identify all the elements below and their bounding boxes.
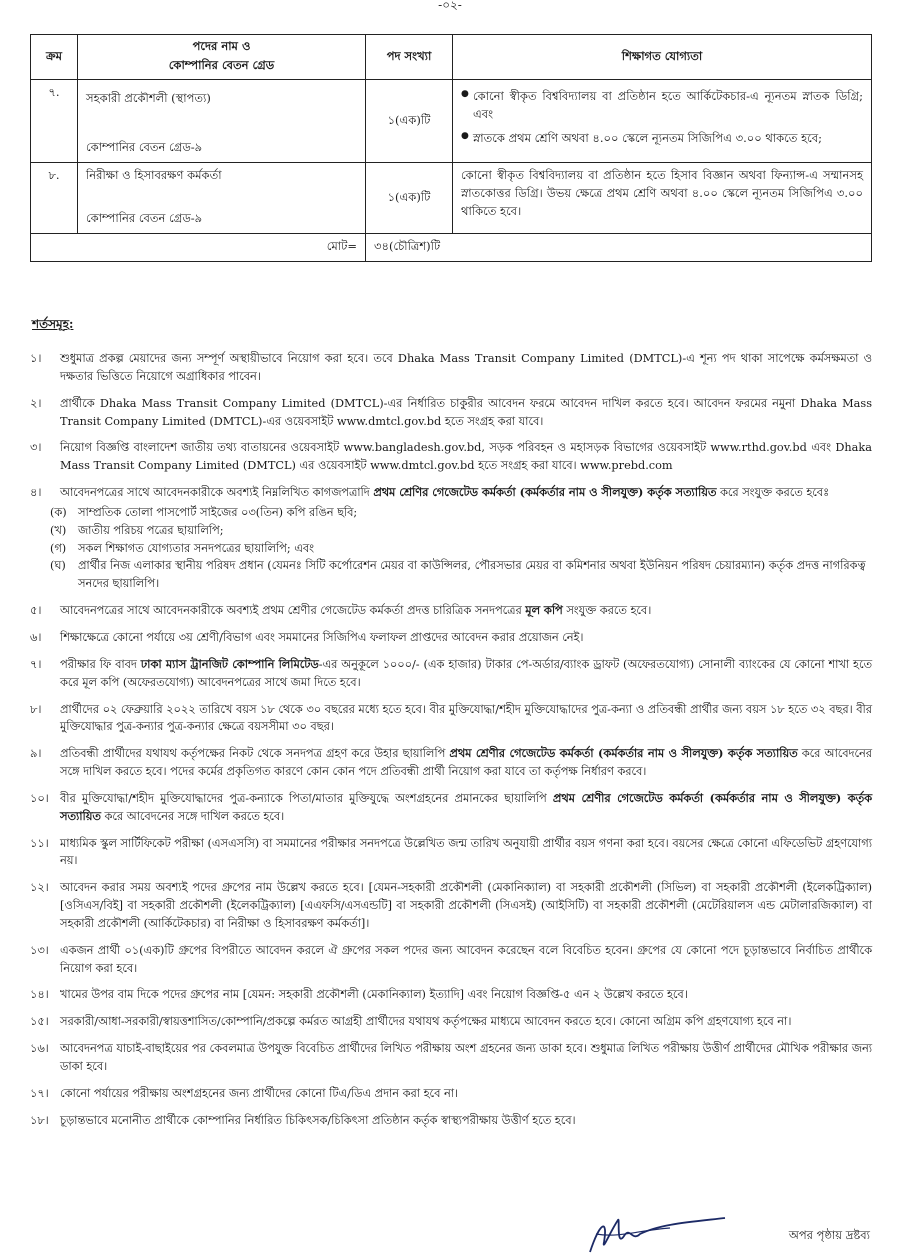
sub-label: (ক) [50, 505, 67, 519]
term-number: ১২। [30, 881, 49, 895]
sub-item [30, 540, 872, 558]
header-post-count: পদ সংখ্যা [366, 35, 453, 80]
row-serial: ৭. [31, 80, 78, 163]
term-text-part: পরীক্ষার ফি বাবদ [60, 657, 141, 671]
term-text: খামের উপর বাম দিকে পদের গ্রুপের নাম [যেমন: সহকারী প্রকৌশলী (মেকানিক্যাল) ইত্যাদি] এবং নিয়োগ বিজ্ঞপ্তি-৫ এন ২ উল্লেখ করতে হবে। [60, 988, 688, 1002]
term-text [60, 745, 872, 781]
term-text: নিয়োগ বিজ্ঞপ্তি বাংলাদেশ জাতীয় তথ্য বাতায়নের ওয়েবসাইট www.bangladesh.gov.bd, সড়ক পরিবহন ও মহাসড়ক বিভাগের ওয়েবসাইট www.rthd.gov.bd এবং Dhaka Mass Transit Company Limited (DMTCL) এর ওয়েবসাইট www.dmtcl.gov.bd হতে সংগ্রহ করা যাবে। www.prebd.com [60, 441, 872, 473]
posts-table [30, 34, 872, 262]
header-qualification: শিক্ষাগত যোগ্যতা [453, 35, 872, 80]
term-item [30, 1112, 872, 1130]
header-post-name [78, 35, 366, 80]
term-number: ১। [30, 352, 42, 365]
term-number: ১০। [30, 791, 49, 805]
term-item [30, 745, 872, 781]
term-text-part: করে আবেদনের সঙ্গে দাখিল করতে হবে। [100, 809, 285, 823]
row-post-count: ১(এক)টি [366, 80, 453, 163]
total-label: মোট= [31, 234, 366, 262]
term-number: ১১। [30, 836, 49, 850]
table-row [31, 163, 872, 234]
sub-text: সকল শিক্ষাগত যোগ্যতার সনদপত্রের ছায়ালিপি; এবং [78, 541, 314, 555]
term-text: আবেদন করার সময় অবশ্যই পদের গ্রুপের নাম উল্লেখ করতে হবে। [যেমন-সহকারী প্রকৌশলী (মেকানিক্যাল) বা সহকারী প্রকৌশলী (সিভিল) বা সহকারী প্রকৌশলী (ইলেকট্রিক্যাল) [ওসিএস/বিই] বা সহকারী প্রকৌশলী (ইলেকট্রিক্যাল) [এএফসি/এসএন্ডটি] বা সহকারী প্রকৌশলী (সিএসই) (আইসিটি) বা সহকারী প্রকৌশলী (মেটেরিয়ালস এন্ড মেটালারজিক্যাল) বা সহকারী প্রকৌশলী (আর্কিটেকচার) বা নিরীক্ষা ও হিসাবরক্ষণ কর্মকর্তা]। [60, 881, 872, 930]
term-item [30, 656, 872, 692]
term-text-part: করে আবেদনের সঙ্গে দাখিল করতে হবে। পদের কর্মের প্রকৃতিগত কারণে কোন কোন পদে প্রতিবন্ধী প্রার্থী নিয়োগ করা যাবে তা কর্তৃপক্ষ নির্ধারণ করবে। [60, 747, 872, 779]
term-item [30, 395, 872, 431]
term-item [30, 629, 872, 647]
term-text: প্রার্থীদের ০২ ফেব্রুয়ারি ২০২২ তারিখে বয়স ১৮ থেকে ৩০ বছরের মধ্যে হতে হবে। বীর মুক্তিযোদ্ধা/শহীদ মুক্তিযোদ্ধাদের পুত্র-কন্যা ও প্রতিবন্ধী প্রার্থীর জন্য বয়স ১৮ হতে ৩২ বছর। বীর মুক্তিযোদ্ধার পুত্র-কন্যার পুত্র-কন্যার ক্ষেত্রে বয়সসীমা ৩০ বছর। [60, 702, 872, 734]
term-number: ৬। [30, 630, 42, 644]
sub-text: প্রার্থীর নিজ এলাকার স্থানীয় পরিষদ প্রধান (যেমনঃ সিটি কর্পোরেশন মেয়র বা কাউন্সিলর, পৌরসভার মেয়র বা কমিশনার অথবা ইউনিয়ন পরিষদ চেয়ারম্যান) কর্তৃক প্রদত্ত নাগরিকত্ব সনদের ছায়ালিপি। [78, 559, 866, 591]
page-number: -০২- [438, 0, 462, 12]
term-text [60, 602, 872, 620]
term-number: ৪। [30, 486, 42, 500]
footer-note: অপর পৃষ্ঠায় দ্রষ্টব্য [788, 1228, 870, 1242]
term-text-part: -এর অনুকূলে ১০০০/- (এক হাজার) টাকার পে-অর্ডার/ব্যাংক ড্রাফট (অফেরতযোগ্য) সোনালী ব্যাংকের যে কোনো শাখা হতে করে মূল কপি (অফেরতযোগ্য) আবেদনপত্রের সাথে জমা দিতে হবে। [60, 657, 872, 689]
term-text: সরকারী/আধা-সরকারী/স্বায়ত্তশাসিত/কোম্পানি/প্রকল্পে কর্মরত আগ্রহী প্রার্থীদের যথাযথ কর্তৃপক্ষের মাধ্যমে আবেদন করতে হবে। কোনো অগ্রিম কপি গ্রহণযোগ্য হবে না। [60, 1015, 792, 1029]
term-number: ১৩। [30, 943, 49, 957]
qualification-item: ● স্নাতকে প্রথম শ্রেণি অথবা ৪.০০ স্কেলে ন্যূনতম সিজিপিএ ৩.০০ থাকতে হবে; [473, 130, 863, 148]
term-item [30, 350, 872, 386]
term-number: ৫। [30, 604, 42, 618]
row-qualification: কোনো স্বীকৃত বিশ্ববিদ্যালয় বা প্রতিষ্ঠান হতে হিসাব বিজ্ঞান অথবা ফিন্যান্স-এ সম্মানসহ স্নাতকোত্তর ডিগ্রি। উভয় ক্ষেত্রে প্রথম শ্রেণি অথবা ৪.০০ স্কেলে ন্যূনতম সিজিপিএ ৩.০০ থাকিতে হবে। [453, 163, 872, 234]
term-item [30, 986, 872, 1004]
post-name: নিরীক্ষা ও হিসাবরক্ষণ কর্মকর্তা [86, 168, 222, 182]
term-item [30, 439, 872, 475]
table-row [31, 80, 872, 163]
qualification-item: ● কোনো স্বীকৃত বিশ্ববিদ্যালয় বা প্রতিষ্ঠান হতে আর্কিটেকচার-এ ন্যূনতম স্নাতক ডিগ্রি; এবং [473, 88, 863, 124]
sub-label: (গ) [50, 541, 67, 555]
row-qualification [453, 80, 872, 163]
table-header-row [31, 35, 872, 80]
term-number: ৮। [30, 702, 42, 716]
post-grade: কোম্পানির বেতন গ্রেড-৯ [86, 211, 203, 225]
term-item [30, 879, 872, 933]
term-item [30, 835, 872, 871]
term-text-bold: প্রথম শ্রেণির গেজেটেড কর্মকর্তা (কর্মকর্তার নাম ও সীলযুক্ত) কর্তৃক সত্যায়িত [373, 485, 717, 500]
term-number: ১৬। [30, 1042, 49, 1056]
term-text [60, 656, 872, 692]
term-text [60, 790, 872, 826]
sub-item [30, 557, 872, 593]
term-text-bold: ঢাকা ম্যাস ট্রানজিট কোম্পানি লিমিটেড [140, 656, 319, 671]
term-item [30, 602, 872, 620]
sub-text: সাম্প্রতিক তোলা পাসপোর্ট সাইজের ০৩(তিন) কপি রঙিন ছবি; [78, 505, 358, 519]
term-item [30, 701, 872, 737]
term-text: মাধ্যমিক স্কুল সার্টিফিকেট পরীক্ষা (এসএসসি) বা সমমানের পরীক্ষার সনদপত্রে উল্লেখিত জন্ম তারিখ অনুযায়ী প্রার্থীর বয়স গণনা করা হবে। বয়সের ক্ষেত্রে কোনো এফিডেভিট গ্রহণযোগ্য নয়। [60, 836, 872, 868]
header-name-line1: পদের নাম ও [192, 39, 251, 53]
term-text-part: আবেদনপত্রের সাথে আবেদনকারীকে অবশ্যই নিম্নলিখিত কাগজপত্রাদি [60, 486, 374, 500]
term-item [30, 1040, 872, 1076]
term-text-part: আবেদনপত্রের সাথে আবেদনকারীকে অবশ্যই প্রথম শ্রেণীর গেজেটেড কর্মকর্তা প্রদত্ত চারিত্রিক সনদপত্রের [60, 604, 526, 618]
sub-item [30, 504, 872, 522]
term-text: কোনো পর্যায়ের পরীক্ষায় অংশগ্রহনের জন্য প্রার্থীদের কোনো টিএ/ডিএ প্রদান করা হবে না। [60, 1086, 459, 1100]
row-post-name [78, 163, 366, 234]
row-serial: ৮. [31, 163, 78, 234]
total-value: ৩৪(চৌত্রিশ)টি [366, 234, 872, 262]
term-sublist [30, 504, 872, 593]
term-text-part: প্রতিবন্ধী প্রার্থীদের যথাযথ কর্তৃপক্ষের নিকট থেকে সনদপত্র গ্রহণ করে উহার ছায়ালিপি [60, 747, 450, 761]
terms-heading: শর্তসমূহ: [32, 317, 74, 331]
term-text [60, 484, 872, 502]
signature-mark [560, 1212, 730, 1256]
term-text-bold: প্রথম শ্রেণীর গেজেটেড কর্মকর্তা (কর্মকর্তার নাম ও সীলযুক্ত) কর্তৃক সত্যায়িত [60, 790, 872, 823]
term-text: একজন প্রার্থী ০১(এক)টি গ্রুপের বিপরীতে আবেদন করলে ঐ গ্রুপের সকল পদের জন্য আবেদন করেছেন বলে বিবেচিত হবেন। গ্রুপের যে কোনো পদে চূড়ান্তভাবে নির্বাচিত প্রার্থীকে নিয়োগ করা হবে। [60, 943, 872, 975]
term-item [30, 484, 872, 502]
sub-item [30, 522, 872, 540]
sub-label: (খ) [50, 523, 67, 537]
term-number: ১৫। [30, 1015, 49, 1029]
terms-list [30, 350, 872, 1139]
term-number: ১৮। [30, 1113, 49, 1127]
header-serial: ক্রম [31, 35, 78, 80]
term-number: ৭। [30, 657, 42, 671]
post-grade: কোম্পানির বেতন গ্রেড-৯ [86, 140, 203, 154]
term-item [30, 790, 872, 826]
term-text: আবেদনপত্র যাচাই-বাছাইয়ের পর কেবলমাত্র উপযুক্ত বিবেচিত প্রার্থীদের লিখিত পরীক্ষায় অংশ গ্রহনের জন্য ডাকা হবে। শুধুমাত্র লিখিত পরীক্ষায় উত্তীর্ণ প্রার্থীদের মৌখিক পরীক্ষার জন্য ডাকা হবে। [60, 1042, 872, 1073]
term-item [30, 1013, 872, 1031]
term-text-bold: মূল কপি [525, 603, 563, 618]
term-number: ১৭। [30, 1086, 49, 1100]
term-text: প্রার্থীকে Dhaka Mass Transit Company Limited (DMTCL)-এর নির্ধারিত চাকুরীর আবেদন ফরমে আবেদন দাখিল করতে হবে। আবেদন ফরমের নমুনা Dhaka Mass Transit Company Limited (DMTCL)-এর ওয়েবসাইট www.dmtcl.gov.bd হতে সংগ্রহ করা যাবে। [60, 396, 872, 428]
row-post-name [78, 80, 366, 163]
term-text-bold: প্রথম শ্রেণীর গেজেটেড কর্মকর্তা (কর্মকর্তার নাম ও সীলযুক্ত) কর্তৃক সত্যায়িত [449, 746, 798, 761]
term-text: শিক্ষাক্ষেত্রে কোনো পর্যায়ে ৩য় শ্রেণী/বিভাগ এবং সমমানের সিজিপিএ ফলাফল প্রাপ্তদের আবেদন করার প্রয়োজন নেই। [60, 630, 584, 644]
total-row [31, 234, 872, 262]
term-number: ৯। [30, 747, 42, 761]
term-item [30, 942, 872, 978]
header-name-line2: কোম্পানির বেতন গ্রেড [168, 58, 275, 72]
term-number: ৩। [30, 441, 42, 455]
term-text-part: সংযুক্ত করতে হবে। [562, 604, 652, 618]
sub-text: জাতীয় পরিচয় পত্রের ছায়ালিপি; [78, 523, 224, 537]
term-text: চূড়ান্তভাবে মনোনীত প্রার্থীকে কোম্পানির নির্ধারিত চিকিৎসক/চিকিৎসা প্রতিষ্ঠান কর্তৃক স্বাস্থ্যপরীক্ষায় উত্তীর্ণ হতে হবে। [60, 1113, 576, 1127]
row-post-count: ১(এক)টি [366, 163, 453, 234]
term-number: ১৪। [30, 988, 49, 1002]
term-number: ২। [30, 396, 42, 410]
sub-label: (ঘ) [50, 559, 66, 573]
term-text-part: বীর মুক্তিযোদ্ধা/শহীদ মুক্তিযোদ্ধাদের পুত্র-কন্যাকে পিতা/মাতার মুক্তিযুদ্ধে অংশগ্রহনের প্রমানকের ছায়ালিপি [60, 791, 553, 805]
term-item [30, 1085, 872, 1103]
term-text-part: করে সংযুক্ত করতে হবেঃ [716, 486, 830, 500]
post-name: সহকারী প্রকৌশলী (স্থাপত্য) [86, 91, 211, 105]
term-text: শুধুমাত্র প্রকল্প মেয়াদের জন্য সম্পূর্ণ অস্থায়ীভাবে নিয়োগ করা হবে। তবে Dhaka Mass Transit Company Limited (DMTCL)-এ শূন্য পদ থাকা সাপেক্ষে কর্মসক্ষমতা ও দক্ষতার ভিত্তিতে নিয়োগে অগ্রাধিকার পাবেন। [60, 352, 872, 383]
